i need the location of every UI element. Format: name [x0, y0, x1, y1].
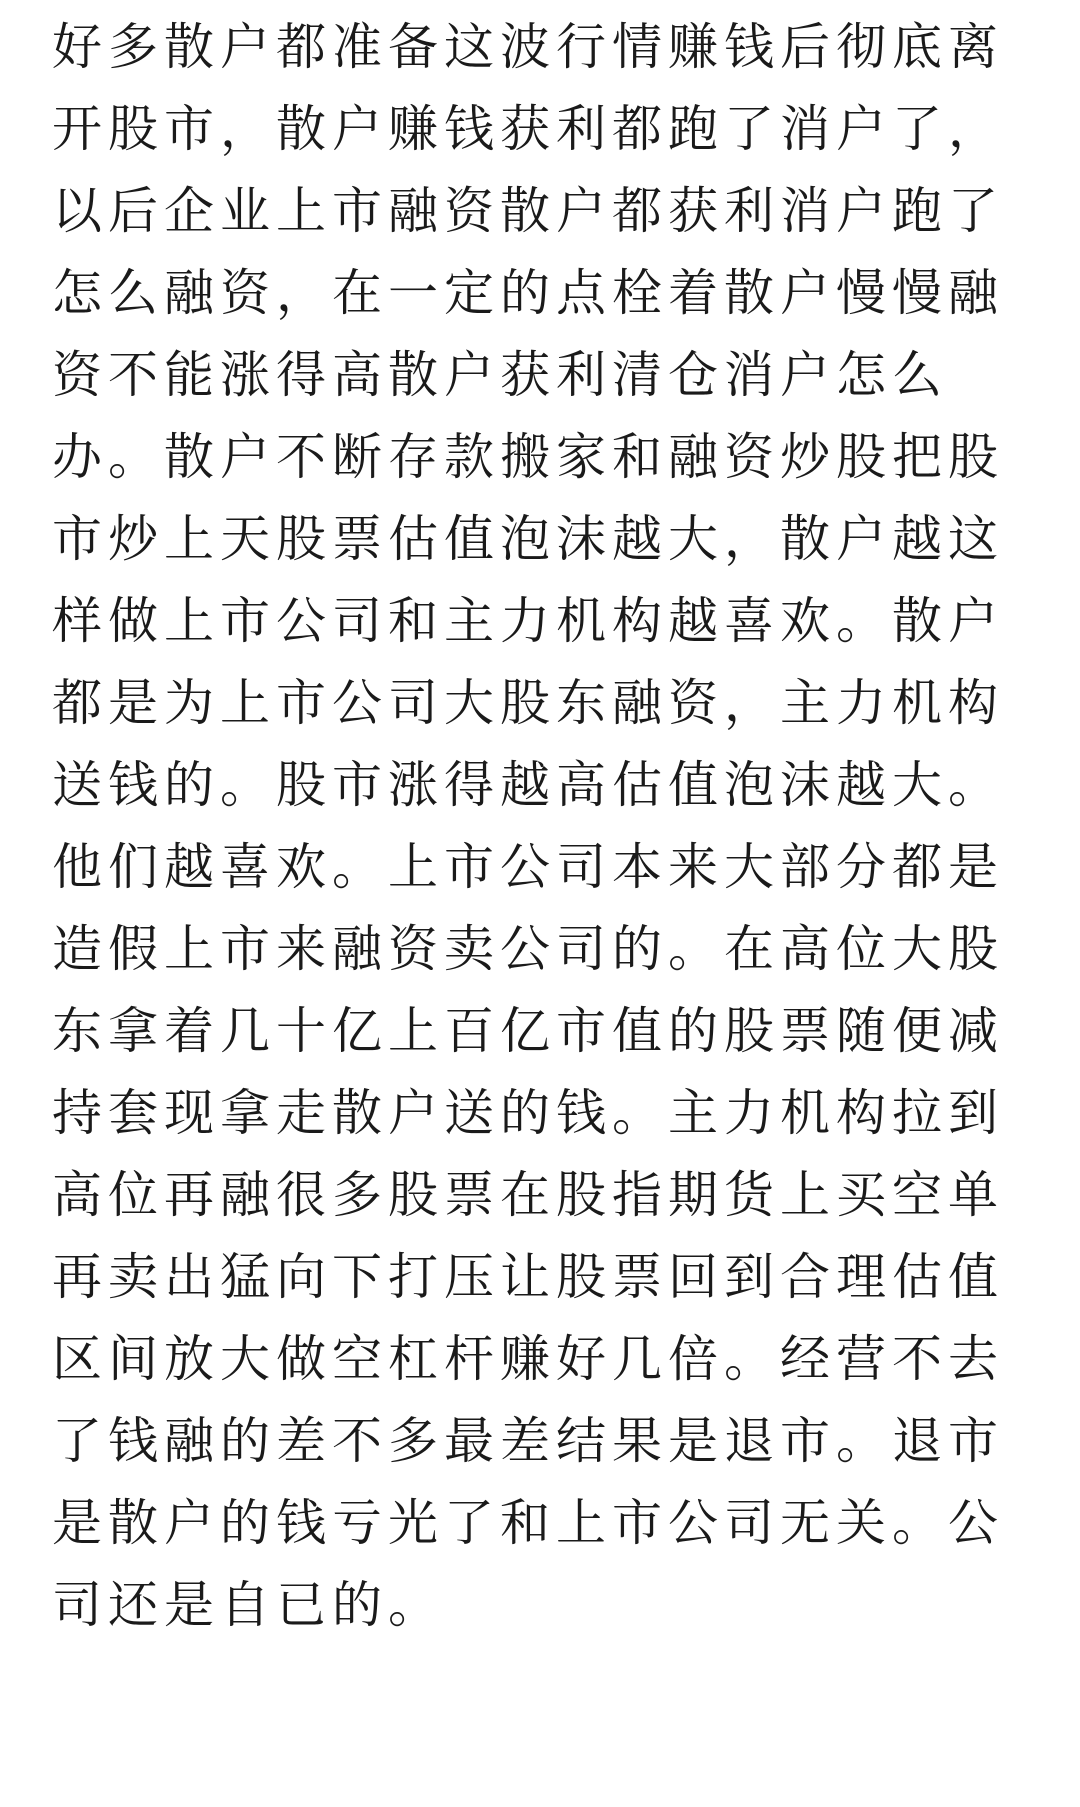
- text-line: 区间放大做空杠杆赚好几倍。经营不去: [52, 1330, 1004, 1388]
- text-line: 都是为上市公司大股东融资，主力机构: [52, 674, 1004, 732]
- text-line: 以后企业上市融资散户都获利消户跑了: [52, 182, 1004, 240]
- text-line: 资不能涨得高散户获利清仓消户怎么: [52, 346, 948, 404]
- text-line: 再卖出猛向下打压让股票回到合理估值: [52, 1248, 1004, 1306]
- text-line: 高位再融很多股票在股指期货上买空单: [52, 1166, 1004, 1224]
- text-line: 样做上市公司和主力机构越喜欢。散户: [52, 592, 1004, 650]
- text-line: 东拿着几十亿上百亿市值的股票随便减: [52, 1002, 1004, 1060]
- text-line: 送钱的。股市涨得越高估值泡沫越大。: [52, 756, 1004, 814]
- text-line: 好多散户都准备这波行情赚钱后彻底离: [52, 18, 1004, 76]
- text-line: 怎么融资，在一定的点栓着散户慢慢融: [52, 264, 1004, 322]
- text-line: 司还是自已的。: [52, 1576, 444, 1634]
- text-line: 办。散户不断存款搬家和融资炒股把股: [52, 428, 1004, 486]
- text-line: 是散户的钱亏光了和上市公司无关。公: [52, 1494, 1004, 1552]
- text-line: 了钱融的差不多最差结果是退市。退市: [52, 1412, 1004, 1470]
- text-line: 他们越喜欢。上市公司本来大部分都是: [52, 838, 1004, 896]
- text-line: 持套现拿走散户送的钱。主力机构拉到: [52, 1084, 1004, 1142]
- text-line: 市炒上天股票估值泡沫越大，散户越这: [52, 510, 1004, 568]
- text-line: 开股市，散户赚钱获利都跑了消户了，: [52, 100, 1004, 158]
- text-line: 造假上市来融资卖公司的。在高位大股: [52, 920, 1004, 978]
